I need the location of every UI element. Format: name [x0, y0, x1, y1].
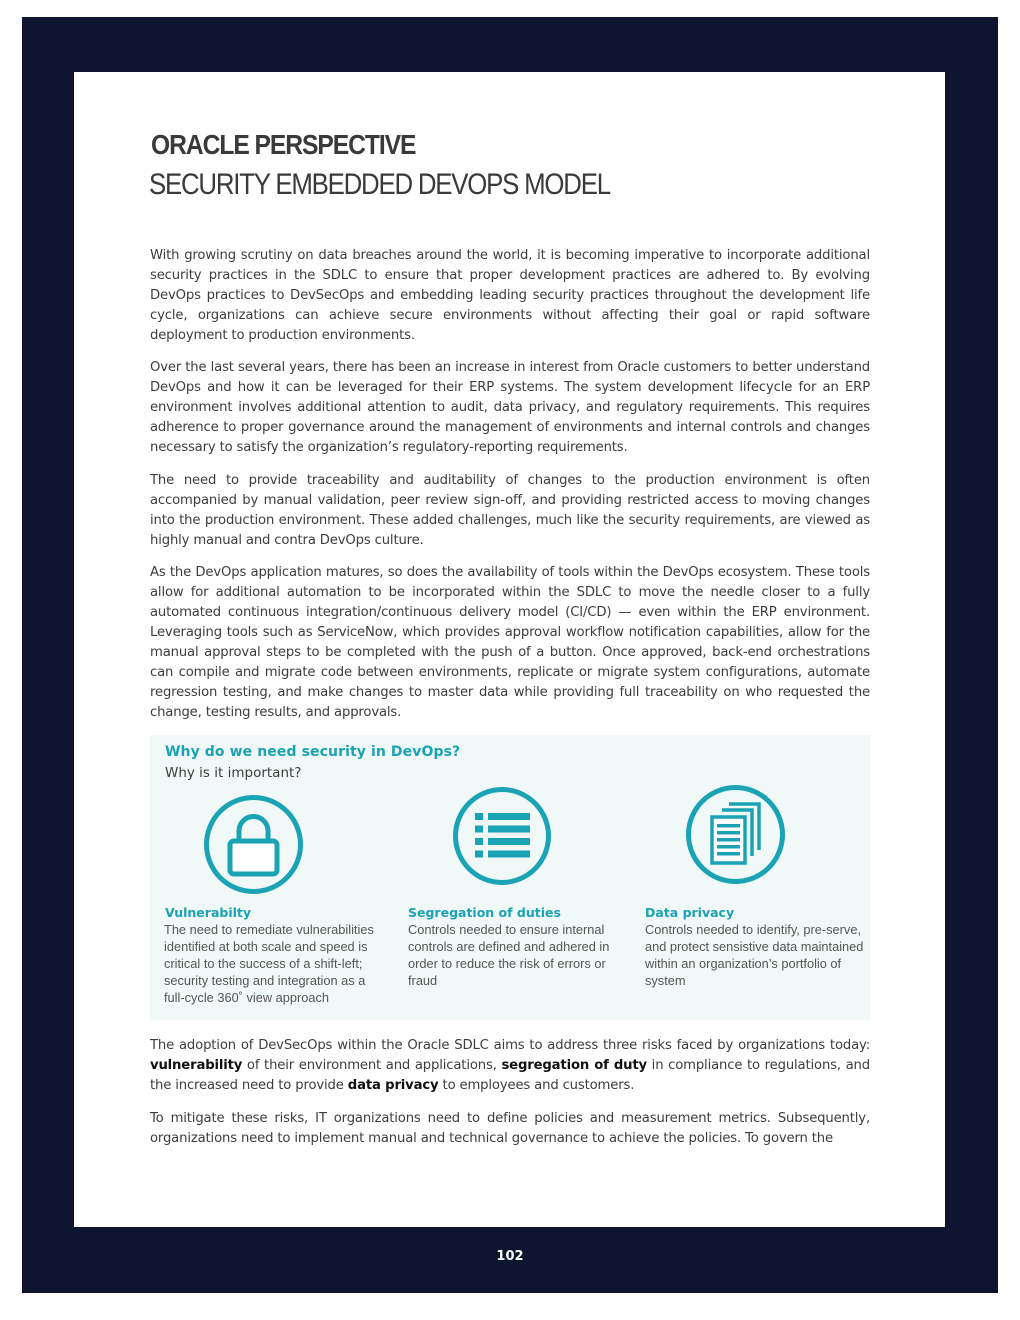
- term-vulnerability: vulnerability: [150, 1058, 243, 1073]
- padlock-icon: [203, 794, 304, 895]
- paragraph-3: The need to provide traceability and auditability of changes to the production environment is often accompanied by manual validation, peer review sign-off, and providing restricted access to moving changes into the production environment. These added challenges, much like the security requirements, are viewed as highly manual and contra DevOps culture.: [150, 473, 870, 548]
- documents-icon: [685, 784, 786, 885]
- paragraph-4: As the DevOps application matures, so does the availability of tools within the DevOps ecosystem. These tools allow for additional automation to be incorporated within the SDLC to move the needle closer to a fully automated continuous integration/continuous delivery model (CI/CD) — even within the ERP environment. Leveraging tools such as ServiceNow, which provides approval workflow notification capabilities, allow for the manual approval steps to be completed with the push of a button. Once approved, back-end orchestrations can compile and migrate code between environments, replicate or migrate system configurations, automate regression testing, and make changes to master data while providing full traceability on who requested the change, testing results, and approvals.: [150, 565, 870, 720]
- callout-title: Why do we need security in DevOps?: [165, 744, 461, 760]
- vulnerability-title: Vulnerabilty: [165, 905, 252, 920]
- paragraph-3-block: [150, 471, 870, 551]
- closing-paragraph-2: To mitigate these risks, IT organizations need to define policies and measurement metrics. Subsequently, organizations need to implement manual and technical governance to achieve the policies. To govern the: [150, 1111, 870, 1146]
- data-privacy-title: Data privacy: [645, 905, 735, 920]
- closing-paragraph-1: The adoption of DevSecOps within the Oracle SDLC aims to address three risks faced by organizations today: vulnerability of their environment and applications, segregation of duty in compliance to regulations, and the increased need to provide data privacy to employees and customers.: [150, 1038, 870, 1093]
- section-kicker: ORACLE PERSPECTIVE: [151, 129, 416, 160]
- segregation-title: Segregation of duties: [408, 905, 561, 920]
- paragraph-2: Over the last several years, there has been an increase in interest from Oracle customers to better understand DevOps and how it can be leveraged for their ERP systems. The system development lifecycle for an ERP environment involves additional attention to audit, data privacy, and regulatory requirements. This requires adherence to proper governance around the management of environments and internal controls and changes necessary to satisfy the organization’s regulatory-reporting requirements.: [150, 360, 870, 455]
- closing-paragraph-1-block: [150, 1036, 870, 1096]
- paragraph-2-block: [150, 358, 870, 458]
- page-number: 102: [496, 1249, 524, 1264]
- paragraph-1-block: [150, 246, 870, 346]
- term-data-privacy: data privacy: [347, 1078, 439, 1093]
- closing-paragraph-2-block: [150, 1109, 870, 1149]
- paragraph-4-block: [150, 563, 870, 723]
- vulnerability-text: The need to remediate vulnerabilities identified at both scale and speed is critical to the success of a shift-left; security testing and integration as a full-cycle 360˚ view approach: [164, 922, 374, 1005]
- page-title: SECURITY EMBEDDED DEVOPS MODEL: [149, 168, 610, 201]
- segregation-text: Controls needed to ensure internal controls are defined and adhered in order to reduce the risk of errors or fraud: [408, 922, 610, 988]
- data-privacy-text: Controls needed to identify, pre-serve, and protect sensistive data maintained within an organization’s portfolio of system: [645, 922, 864, 988]
- callout-subtitle: Why is it important?: [165, 765, 302, 781]
- term-segregation-of-duty: segregation of duty: [501, 1058, 647, 1073]
- list-icon: [452, 786, 552, 886]
- paragraph-1: With growing scrutiny on data breaches around the world, it is becoming imperative to incorporate additional security practices in the SDLC to ensure that proper development practices are adhered to. By evolving DevOps practices to DevSecOps and embedding leading security practices throughout the development life cycle, organizations can achieve secure environments without affecting their goal or rapid software deployment to production environments.: [150, 248, 870, 343]
